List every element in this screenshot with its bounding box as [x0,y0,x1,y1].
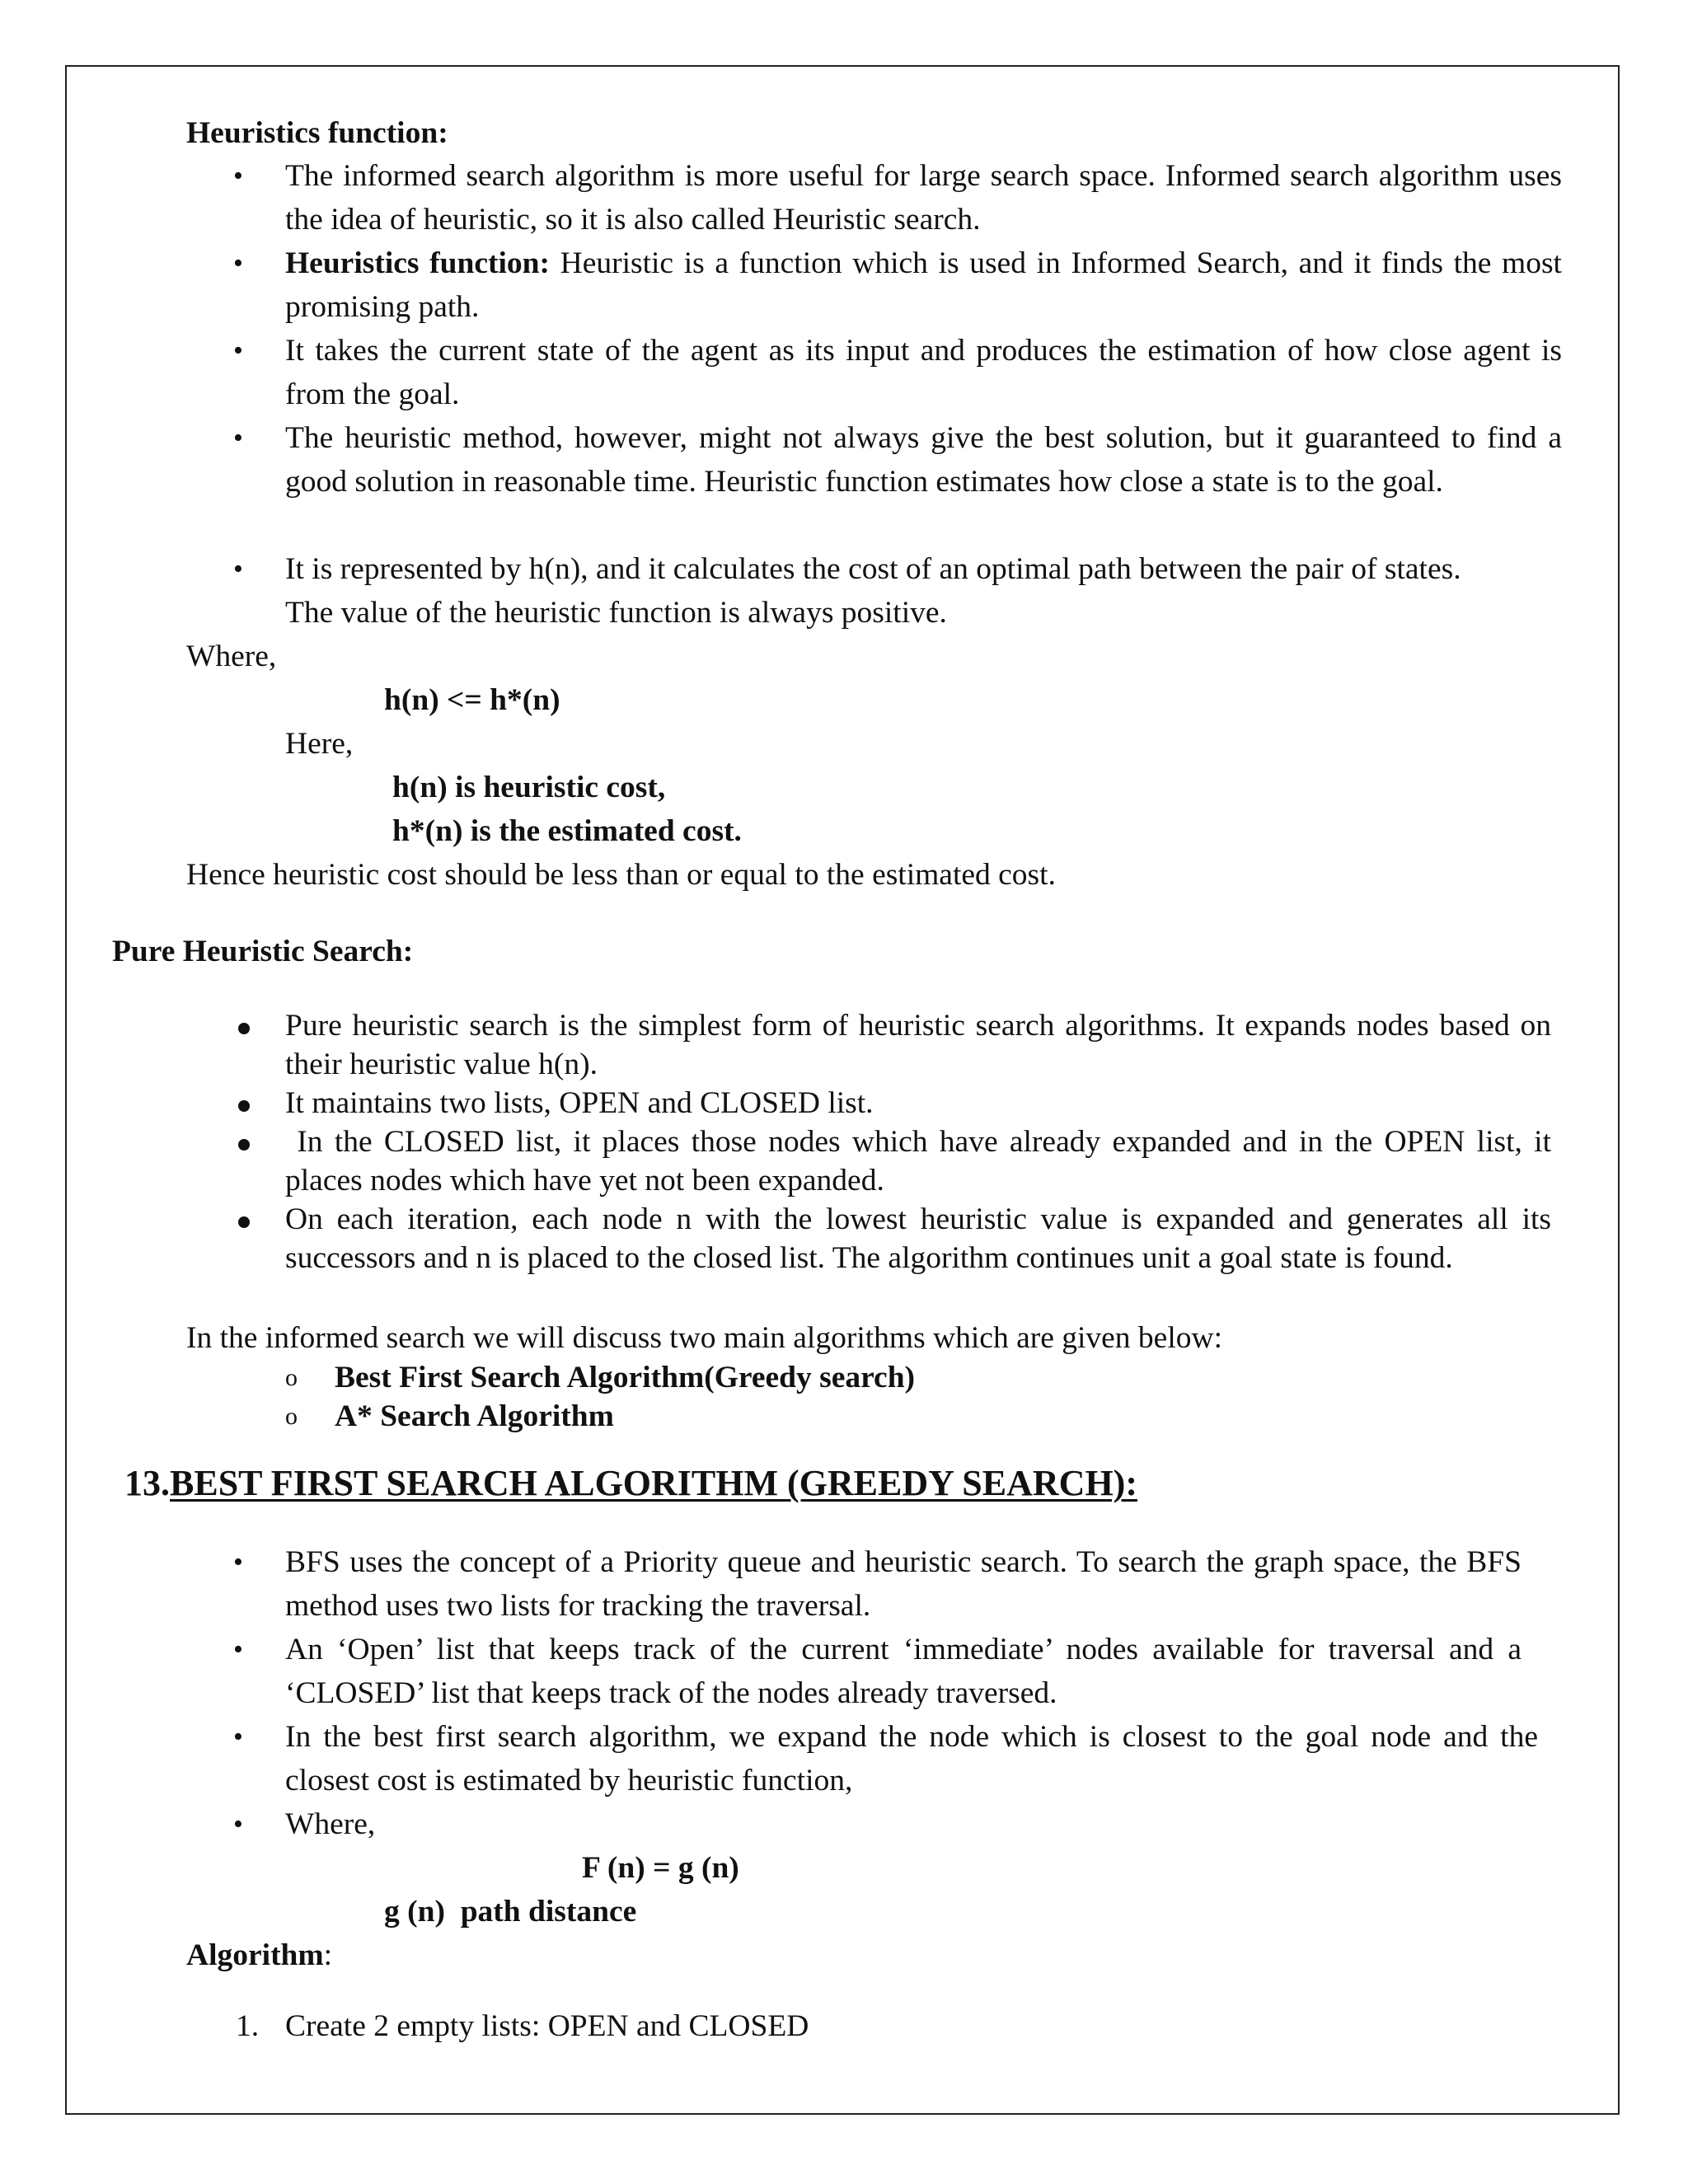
bold-lead: Heuristics function: [285,246,550,280]
section-number: 13. [124,1463,170,1503]
bullet-text: The informed search algorithm is more useful for large search space. Informed search algorithm uses the idea of heuristic, so it is also called Heuristic search. [285,159,1562,237]
bullet-marker: • [233,554,243,584]
algorithm-label-text: Algorithm [186,1938,324,1972]
bullet-text: In the best first search algorithm, we expand the node which is closest to the goal node and the closest cost is estimated by heuristic function, [285,1720,1538,1797]
bullet-text: BFS uses the concept of a Priority queue and heuristic search. To search the graph space, the BFS method uses two lists for tracking the traversal. [285,1545,1522,1623]
bullet-marker: • [233,1809,243,1840]
conclusion-text: Hence heuristic cost should be less than or equal to the estimated cost. [186,858,1056,892]
algorithm-colon: : [323,1938,333,1972]
bullet-text: Pure heuristic search is the simplest form of heuristic search algorithms. It expands nodes based on their heuristic value h(n). [285,1009,1551,1081]
bullet-marker: • [233,248,243,279]
sub-bullet-marker: o [285,1364,298,1391]
bullet-text: An ‘Open’ list that keeps track of the current ‘immediate’ nodes available for traversal and a ‘CLOSED’ list that keeps track of the nodes already traversed. [285,1633,1522,1710]
formula-heuristic: h(n) <= h*(n) [384,683,560,717]
section-heading-heuristics: Heuristics function: [186,116,448,150]
bullet-marker: • [233,1634,243,1665]
bullet-text: It takes the current state of the agent as its input and produces the estimation of how close agent is from the goal. [285,334,1562,411]
sub-bullet-marker: o [285,1403,298,1430]
bullet-text-line: The value of the heuristic function is always positive. [285,596,947,630]
bullet-marker: • [233,335,243,366]
step-number: 1. [236,2009,260,2043]
bullet-text: Where, [285,1807,376,1841]
bullet-text: The heuristic method, however, might not always give the best solution, but it guaranteed to find a good solution in reasonable time. Heuristic function estimates how close a state is to the goal. [285,421,1562,499]
formula-fn: F (n) = g (n) [582,1851,739,1885]
step-text: Create 2 empty lists: OPEN and CLOSED [285,2009,809,2043]
algorithms-intro: In the informed search we will discuss two main algorithms which are given below: [186,1321,1222,1355]
definition-hn: h(n) is heuristic cost, [392,771,666,804]
bullet-body: Heuristic is a function which is used in Informed Search, and it finds the most promising path. [285,246,1562,324]
formula-definition: g (n) path distance [384,1895,637,1929]
where-label: Where, [186,640,277,673]
bullet-marker: • [233,1722,243,1752]
bullet-text [285,241,1562,329]
algorithm-label [186,1933,332,1977]
bullet-marker [238,1216,250,1228]
section-heading-best-first-search [124,1459,1137,1508]
bullet-text: On each iteration, each node n with the lowest heuristic value is expanded and generates all its successors and n is placed to the closed list. The algorithm continues unit a goal state is found. [285,1202,1551,1275]
bullet-marker: • [233,1547,243,1577]
algorithm-item: Best First Search Algorithm(Greedy search) [335,1361,916,1394]
bullet-marker [238,1100,250,1112]
bullet-marker: • [233,161,243,191]
algorithm-item: A* Search Algorithm [335,1399,614,1433]
definition-h-star: h*(n) is the estimated cost. [392,814,742,848]
bullet-marker: • [233,423,243,453]
section-heading-pure-heuristic: Pure Heuristic Search: [112,935,414,968]
bullet-text-line: It is represented by h(n), and it calculates the cost of an optimal path between the pair of states. [285,552,1461,586]
bullet-text: In the CLOSED list, it places those nodes which have already expanded and in the OPEN list, it places nodes which have yet not been expanded. [285,1125,1559,1197]
bullet-marker [238,1023,250,1034]
section-title: BEST FIRST SEARCH ALGORITHM (GREEDY SEARCH): [170,1463,1137,1503]
here-label: Here, [285,727,354,761]
bullet-text: It maintains two lists, OPEN and CLOSED list. [285,1086,874,1120]
bullet-marker [238,1139,250,1151]
